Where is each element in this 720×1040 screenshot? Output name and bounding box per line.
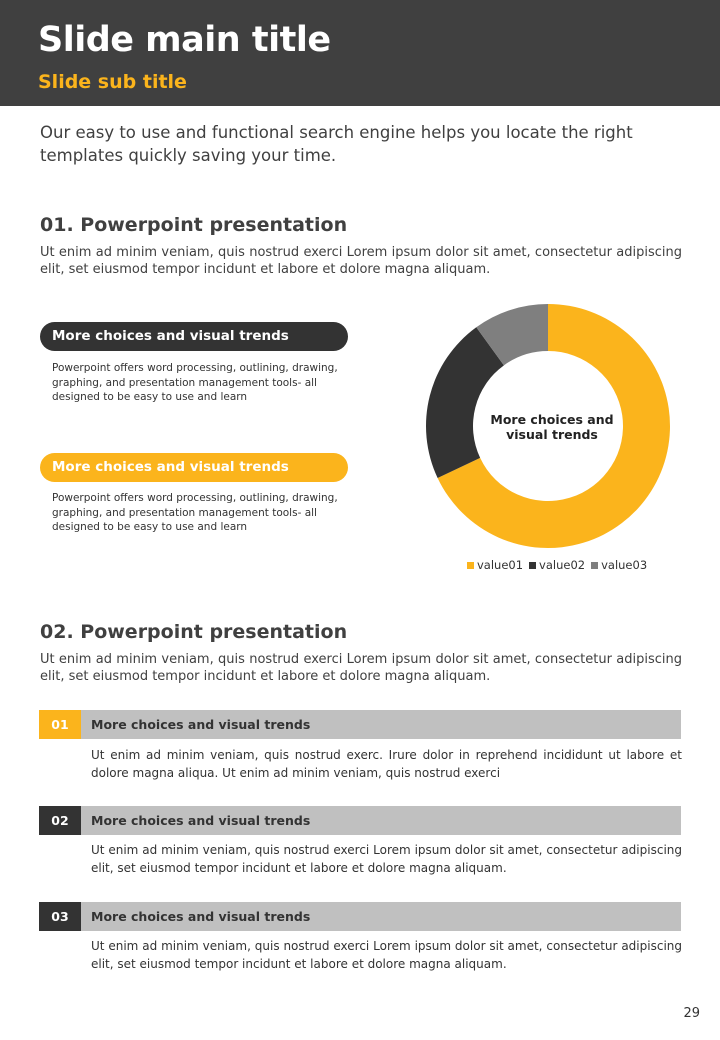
row-label-02: More choices and visual trends bbox=[91, 813, 311, 828]
legend-label-value02: value02 bbox=[539, 558, 586, 572]
choice-text-2: Powerpoint offers word processing, outlining, drawing, graphing, and presentation management tools- all designed to be easy to use and learn bbox=[52, 492, 338, 533]
donut-center-label: More choices and visual trends bbox=[490, 412, 614, 442]
choice-pill-1: More choices and visual trends bbox=[40, 322, 348, 351]
row-header-03 bbox=[81, 902, 681, 931]
section2-text: Ut enim ad minim veniam, quis nostrud exerci Lorem ipsum dolor sit amet, consectetur adipiscing elit, set eiusmod tempor incidunt et labore et dolore magna aliquam. bbox=[40, 652, 682, 684]
section1-title: 01. Powerpoint presentation bbox=[40, 214, 348, 236]
intro-text: Our easy to use and functional search engine helps you locate the right templates quickly saving your time. bbox=[40, 123, 633, 165]
page-number: 29 bbox=[683, 1006, 700, 1021]
legend-swatch-value01 bbox=[467, 562, 474, 569]
legend-label-value03: value03 bbox=[601, 558, 648, 572]
legend-swatch-value02 bbox=[529, 562, 536, 569]
row-number-02: 02 bbox=[39, 806, 81, 835]
row-label-01: More choices and visual trends bbox=[91, 717, 311, 732]
legend-item-value02 bbox=[529, 558, 585, 572]
slide-main-title: Slide main title bbox=[38, 20, 331, 60]
legend-item-value03 bbox=[591, 558, 647, 572]
row-text-03: Ut enim ad minim veniam, quis nostrud exerci Lorem ipsum dolor sit amet, consectetur adipiscing elit, set eiusmod tempor incidunt et labore et dolore magna aliquam. bbox=[91, 939, 682, 971]
row-number-01: 01 bbox=[39, 710, 81, 739]
row-header-01 bbox=[81, 710, 681, 739]
slide-sub-title: Slide sub title bbox=[38, 71, 187, 93]
legend-label-value01: value01 bbox=[477, 558, 524, 572]
choice-pill-2: More choices and visual trends bbox=[40, 453, 348, 482]
chart-legend bbox=[467, 558, 647, 572]
legend-swatch-value03 bbox=[591, 562, 598, 569]
row-number-03: 03 bbox=[39, 902, 81, 931]
donut-slice-value02 bbox=[426, 327, 504, 478]
row-header-02 bbox=[81, 806, 681, 835]
legend-item-value01 bbox=[467, 558, 523, 572]
row-text-02: Ut enim ad minim veniam, quis nostrud exerci Lorem ipsum dolor sit amet, consectetur adipiscing elit, set eiusmod tempor incidunt et labore et dolore magna aliquam. bbox=[91, 843, 682, 875]
section2-title: 02. Powerpoint presentation bbox=[40, 621, 348, 643]
row-text-01: Ut enim ad minim veniam, quis nostrud exerc. Irure dolor in reprehend incididunt ut labore et dolore magna aliqua. Ut enim ad minim veniam, quis nostrud exerci bbox=[91, 748, 682, 780]
section1-text: Ut enim ad minim veniam, quis nostrud exerci Lorem ipsum dolor sit amet, consectetur adipiscing elit, set eiusmod tempor incidunt et labore et dolore magna aliquam. bbox=[40, 245, 682, 277]
row-label-03: More choices and visual trends bbox=[91, 909, 311, 924]
header-banner bbox=[0, 0, 720, 106]
choice-text-1: Powerpoint offers word processing, outlining, drawing, graphing, and presentation management tools- all designed to be easy to use and learn bbox=[52, 362, 338, 403]
